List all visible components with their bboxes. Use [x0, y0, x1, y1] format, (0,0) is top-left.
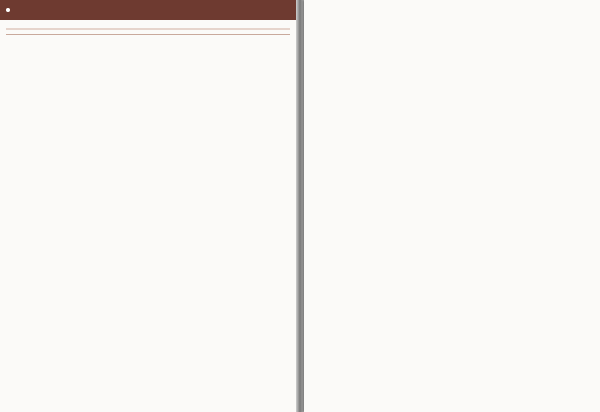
section-banner — [0, 0, 296, 20]
book-spine — [296, 0, 304, 412]
bullet-icon — [6, 8, 10, 12]
harp-section — [304, 0, 600, 2]
right-page — [304, 0, 600, 412]
exam-content-heading — [6, 28, 290, 30]
left-page — [0, 0, 296, 412]
requirements-text — [0, 20, 296, 24]
professional-test-heading — [6, 32, 290, 35]
